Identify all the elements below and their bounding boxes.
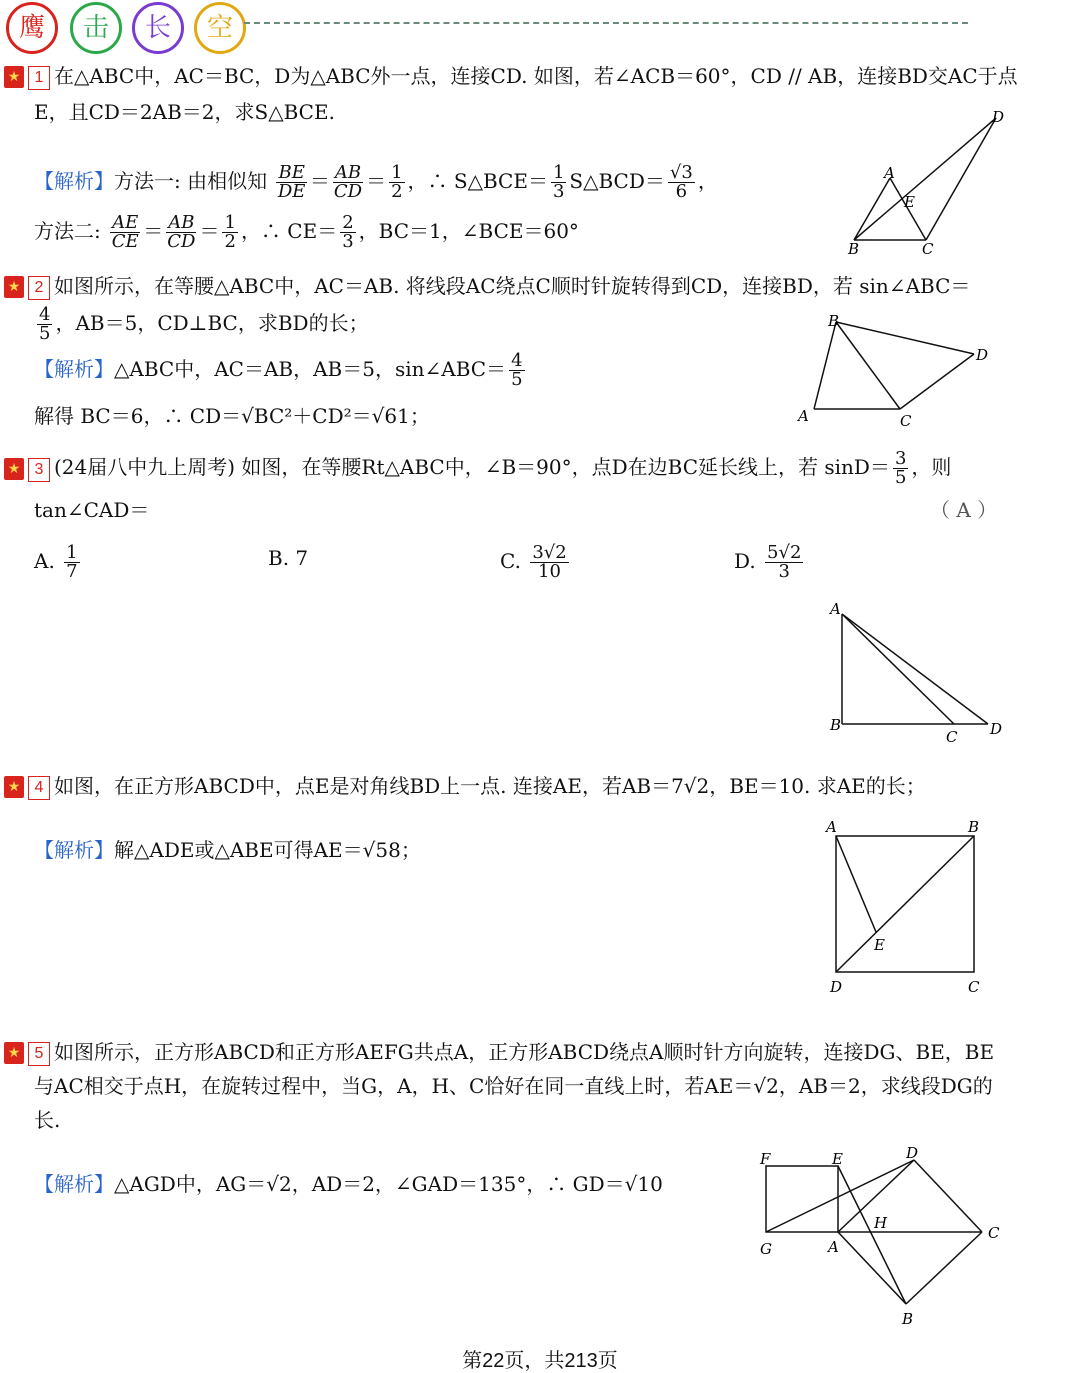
fig4-label-A: A — [826, 818, 837, 836]
fig3-label-D: D — [990, 720, 1003, 738]
fig4-label-D: D — [830, 978, 843, 996]
p2-solution2: 解得 BC＝6，∴ CD＝√BC²＋CD²＝√61； — [34, 404, 430, 428]
p5-solution: 【解析】△AGD中，AG＝√2，AD＝2，∠GAD＝135°，∴ GD＝√10 — [34, 1172, 663, 1196]
fig1-label-A: A — [884, 164, 895, 182]
star-icon: ★ — [4, 1042, 24, 1064]
fig4-label-C: C — [968, 978, 980, 996]
fig5-label-F: F — [760, 1150, 771, 1168]
fig5-label-A: A — [828, 1238, 839, 1256]
fig1-label-C: C — [922, 240, 934, 258]
fig2-label-A: A — [798, 407, 809, 425]
problem-number: 1 — [28, 66, 50, 90]
problem-number: 5 — [28, 1042, 50, 1066]
p3-line1: (24届八中九上周考) 如图，在等腰Rt△ABC中，∠B＝90°，点D在边BC延长线上，若 sinD＝ $\frac{3}{5}$ ，则 — [54, 448, 952, 488]
fig2-label-B: B — [828, 312, 840, 330]
p4-line1: 如图，在正方形ABCD中，点E是对角线BD上一点. 连接AE，若AB＝7√2，BE＝10. 求AE的长； — [54, 774, 926, 798]
p3-line2: tan∠CAD＝ — [34, 498, 150, 522]
star-icon: ★ — [4, 276, 24, 298]
p1-method1: 【解析】方法一: 由相似知 $\frac{BE}{DE}$ ＝ $\frac{AB}{CD}$ ＝ $\frac{1}{2}$ ，∴ S△BCE＝ $\frac{1}{3}$ S△BCD＝ $\frac{√3}{6}$ ， — [34, 162, 718, 202]
figure-3 — [822, 598, 1012, 748]
star-icon: ★ — [4, 66, 24, 88]
p3-option-a: A. $\frac{1}{7}$ — [34, 542, 78, 582]
fig2-label-C: C — [900, 412, 912, 430]
star-icon: ★ — [4, 458, 24, 480]
fig1-label-D: D — [992, 108, 1005, 126]
solution-tag: 【解析】 — [34, 838, 114, 862]
fig2-label-D: D — [976, 346, 989, 364]
p2-line2: $\frac{4}{5}$ ，AB＝5，CD⊥BC，求BD的长； — [39, 304, 369, 344]
fig5-label-C: C — [988, 1224, 1000, 1242]
fig5-label-D: D — [906, 1144, 919, 1162]
problem-number: 2 — [28, 276, 50, 300]
p3-option-d: D. $\frac{5√2}{3}$ — [734, 542, 802, 582]
figure-5 — [750, 1146, 1010, 1332]
p2-solution1: 【解析】△ABC中，AC＝AB，AB＝5，sin∠ABC＝ $\frac{4}{5}$ — [34, 350, 523, 390]
fig3-label-C: C — [946, 728, 958, 746]
header-badge: 击 — [70, 2, 122, 54]
fig3-label-B: B — [830, 716, 842, 734]
p5-line3: 长. — [34, 1108, 61, 1132]
fig5-label-B: B — [902, 1310, 914, 1328]
header-badge: 空 — [194, 2, 246, 54]
fig1-label-B: B — [848, 240, 860, 258]
p4-solution: 【解析】解△ADE或△ABE可得AE＝√58； — [34, 838, 421, 862]
fig1-label-E: E — [904, 193, 915, 211]
header-badge: 鹰 — [6, 2, 58, 54]
fig4-label-E: E — [874, 936, 885, 954]
header-divider — [244, 22, 968, 24]
p1-line2: E，且CD＝2AB＝2，求S△BCE. — [34, 100, 335, 124]
p3-answer: （ A ） — [930, 498, 998, 522]
solution-tag: 【解析】 — [34, 1172, 114, 1196]
p5-line2: 与AC相交于点H，在旋转过程中，当G，A，H、C恰好在同一直线上时，若AE＝√2，AB＝2，求线段DG的 — [34, 1074, 993, 1098]
figure-1 — [840, 108, 1020, 258]
fig4-label-B: B — [968, 818, 980, 836]
p1-method2: 方法二: $\frac{AE}{CE}$ ＝ $\frac{AB}{CD}$ ＝ $\frac{1}{2}$ ，∴ CE＝ $\frac{2}{3}$ ，BC＝1，∠BCE＝60° — [34, 212, 579, 252]
solution-tag: 【解析】 — [34, 169, 114, 193]
fig5-label-G: G — [760, 1240, 772, 1258]
figure-2 — [790, 308, 1000, 438]
figure-4 — [820, 816, 1000, 996]
fig5-label-E: E — [832, 1150, 843, 1168]
p3-option-b: B. 7 — [268, 546, 309, 570]
p1-line1: 在△ABC中，AC＝BC，D为△ABC外一点，连接CD. 如图，若∠ACB＝60°，CD // AB，连接BD交AC于点 — [54, 64, 1018, 88]
page-footer: 第22页，共213页 — [462, 1350, 618, 1372]
star-icon: ★ — [4, 776, 24, 798]
problem-number: 3 — [28, 458, 50, 482]
solution-tag: 【解析】 — [34, 357, 114, 381]
header-badge: 长 — [132, 2, 184, 54]
problem-number: 4 — [28, 776, 50, 800]
fig5-label-H: H — [874, 1214, 888, 1232]
p5-line1: 如图所示，正方形ABCD和正方形AEFG共点A，正方形ABCD绕点A顺时针方向旋转，连接DG、BE，BE — [54, 1040, 995, 1064]
fig3-label-A: A — [830, 600, 841, 618]
p3-option-c: C. $\frac{3√2}{10}$ — [500, 542, 567, 582]
p2-line1: 如图所示，在等腰△ABC中，AC＝AB. 将线段AC绕点C顺时针旋转得到CD，连接BD，若 sin∠ABC＝ — [54, 274, 971, 298]
